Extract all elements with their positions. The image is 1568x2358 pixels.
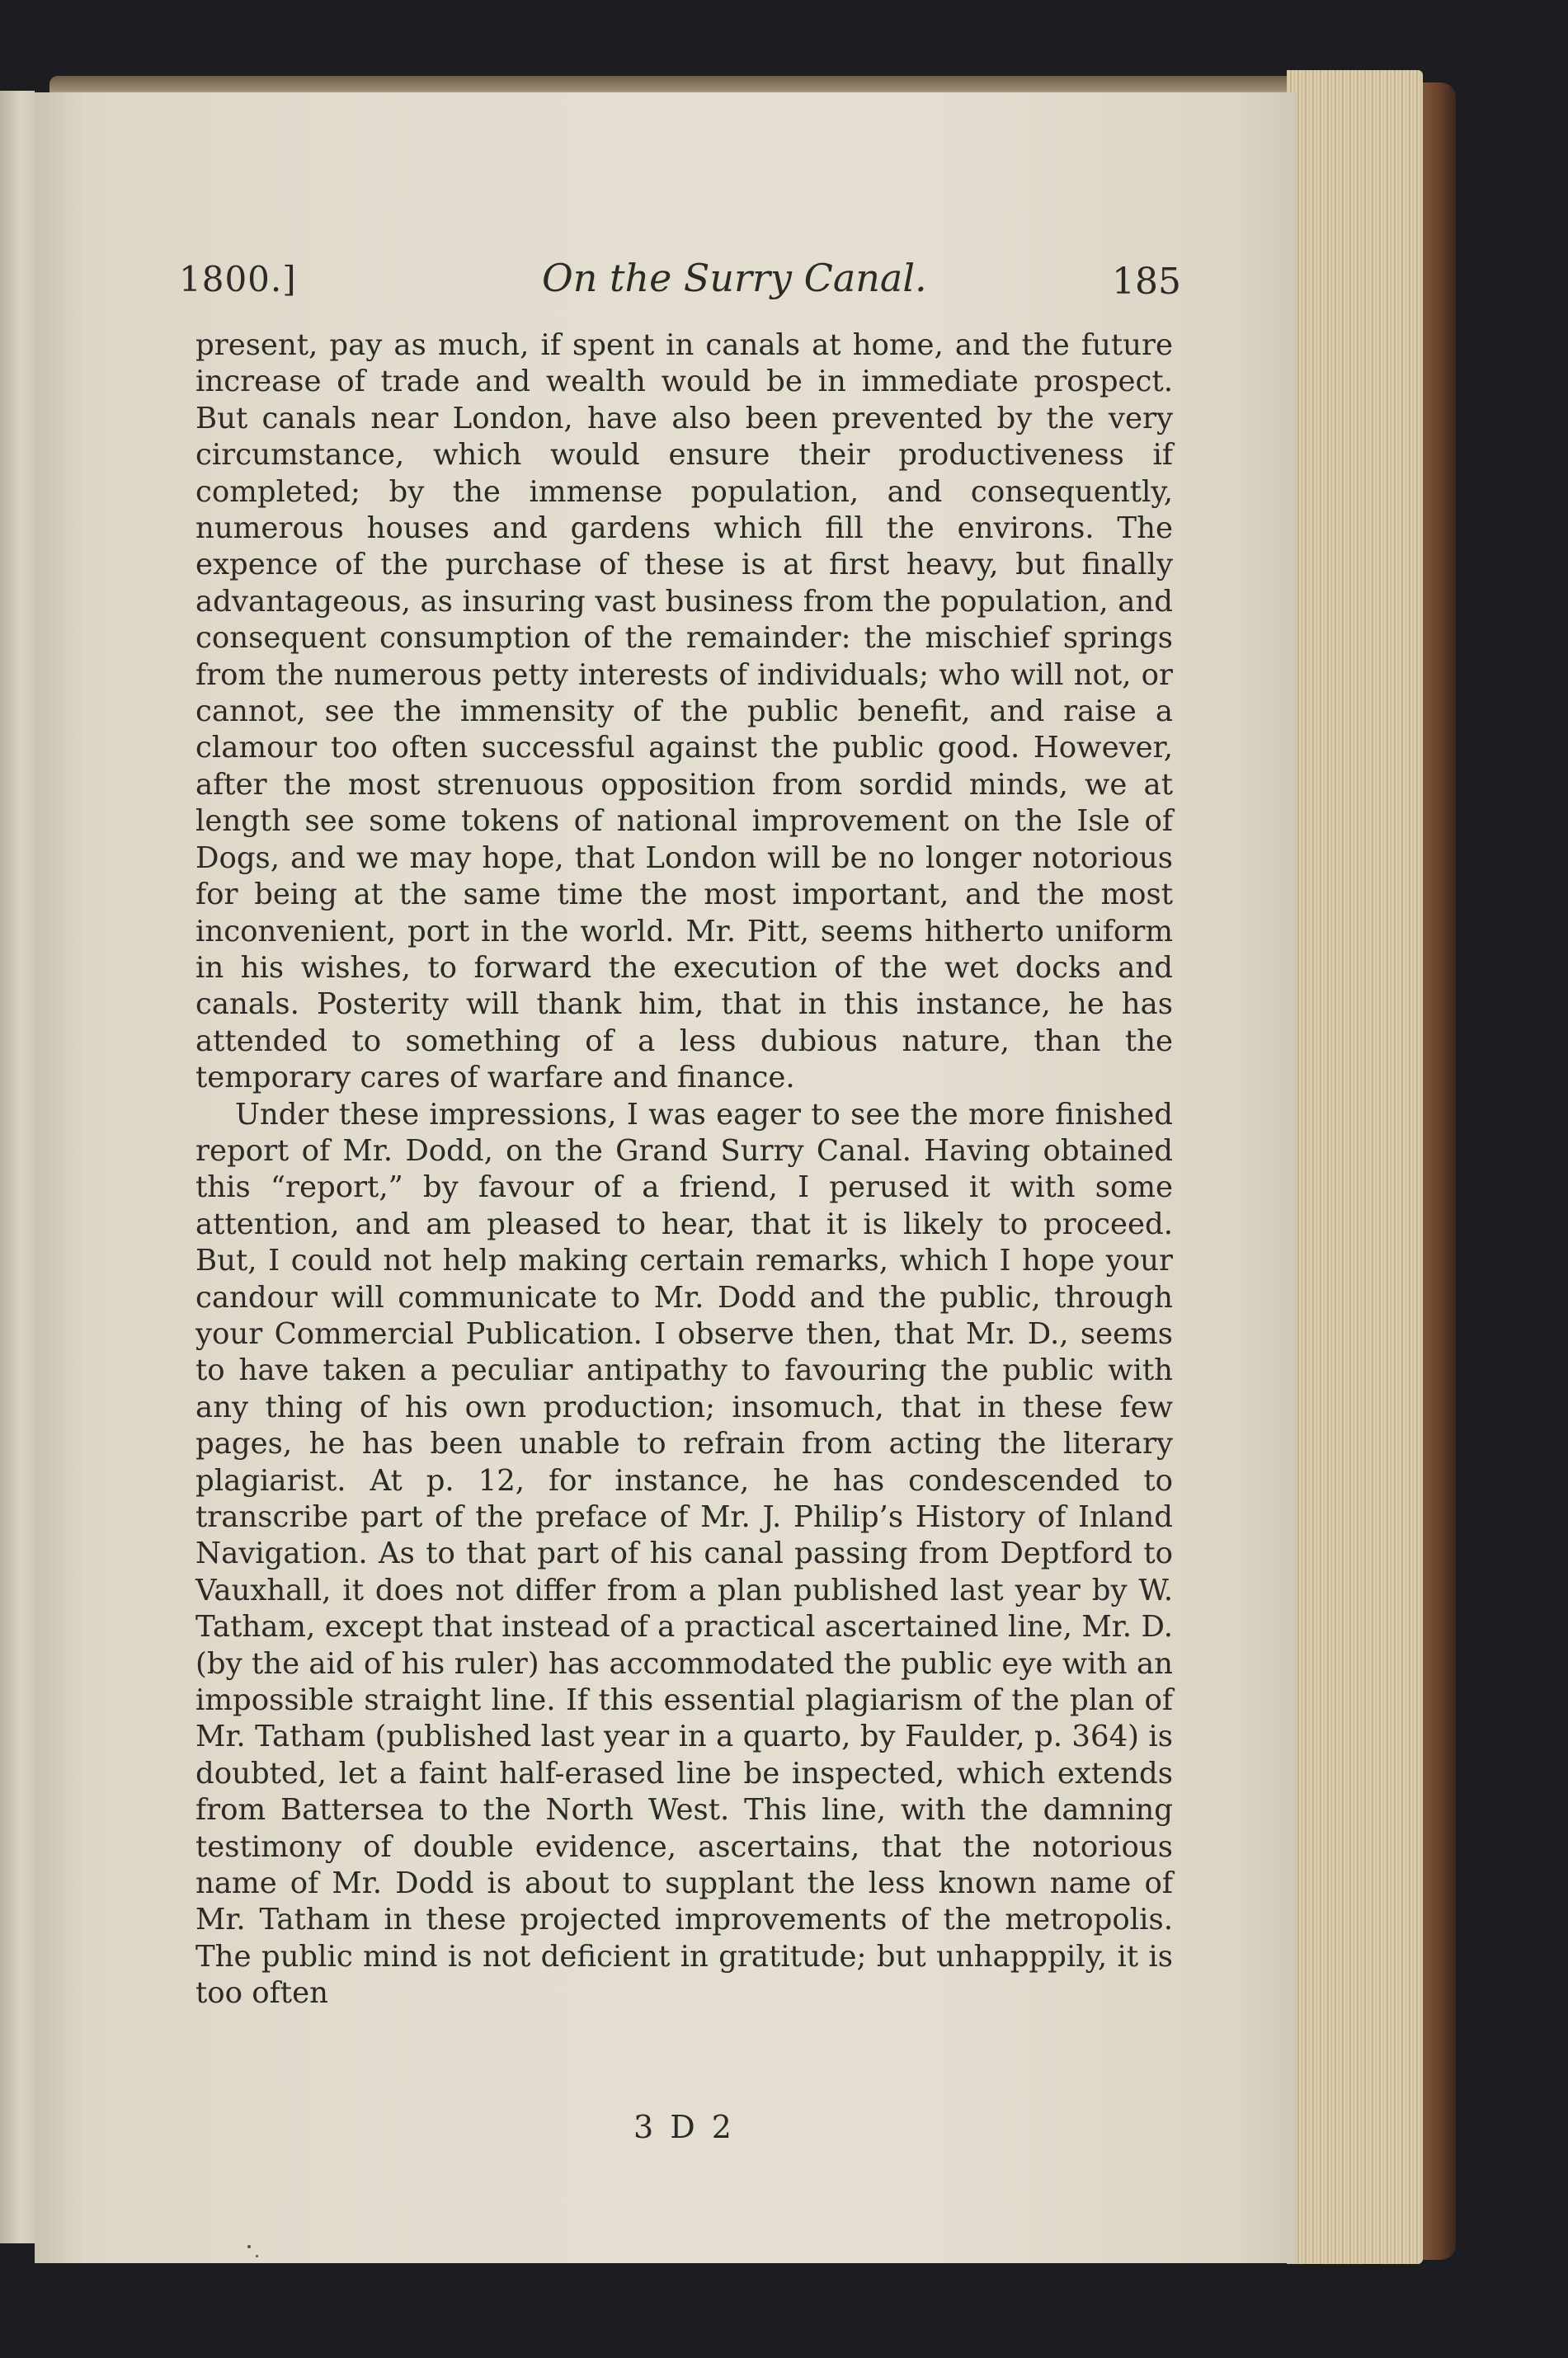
book-page xyxy=(35,92,1297,2263)
header-title: On the Surry Canal. xyxy=(542,256,927,300)
signature-mark: 3 D 2 xyxy=(633,2109,735,2145)
paragraph-under-these-impressions: Under these impressions, I was eager to see the more finished report of Mr. Dodd, on the Grand Surry Canal. Having obtained this “report,” by favour of a friend, I perused it with some attention, and am pleased to hear, that it is likely to proceed. But, I could not help making certain remarks, which I hope your candour will communicate to Mr. Dodd and the public, through your Commercial Publication. I observe then, that Mr. D., seems to have taken a peculiar antipathy to favouring the public with any thing of his own production; insomuch, that in these few pages, he has been unable to refrain from acting the literary plagiarist. At p. 12, for instance, he has condescended to transcribe part of the preface of Mr. J. Philip’s History of Inland Navigation. As to that part of his canal passing from Deptford to Vauxhall, it does not differ from a plan published last year by W. Tatham, except that instead of a practical ascertained line, Mr. D. (by the aid of his ruler) has accommodated the public eye with an impossible straight line. If this essential plagiarism of the plan of Mr. Tatham (published last year in a quarto, by Faulder, p. 364) is doubted, let a faint half-erased line be inspected, which extends from Battersea to the North West. This line, with the damning testimony of double evidence, ascertains, that the notorious name of Mr. Dodd is about to supplant the less known name of Mr. Tatham in these projected improvements of the metropolis. The public mind is not deficient in gratitude; but unhapppily, it is too often xyxy=(195,1097,1173,2011)
paper-speck xyxy=(247,2245,251,2248)
paragraph-continuation: present, pay as much, if spent in canals at home, and the future increase of trade and wealth would be in immediate prospect. But canals near London, have also been prevented by the very circumstance, which would ensure their productiveness if completed; by the immense population, and consequently, numerous houses and gardens which fill the environs. The expence of the purchase of these is at first heavy, but finally advantageous, as insuring vast business from the population, and consequent consumption of the remainder: the mischief springs from the numerous petty interests of individuals; who will not, or cannot, see the immensity of the public benefit, and raise a clamour too often successful against the public good. However, after the most strenuous opposition from sordid minds, we at length see some tokens of national improvement on the Isle of Dogs, and we may hope, that London will be no longer notorious for being at the same time the most important, and the most inconvenient, port in the world. Mr. Pitt, seems hitherto uniform in his wishes, to forward the execution of the wet docks and canals. Posterity will thank him, that in this instance, he has attended to something of a less dubious nature, than the temporary cares of warfare and finance. xyxy=(195,328,1173,1095)
running-header xyxy=(179,249,1189,323)
body-text xyxy=(195,327,1173,2012)
page-number: 185 xyxy=(1112,261,1181,303)
paper-speck xyxy=(256,2255,258,2257)
header-date: 1800.] xyxy=(179,259,297,299)
page-block-edge xyxy=(1287,70,1423,2264)
facing-page-edge xyxy=(0,91,35,2243)
